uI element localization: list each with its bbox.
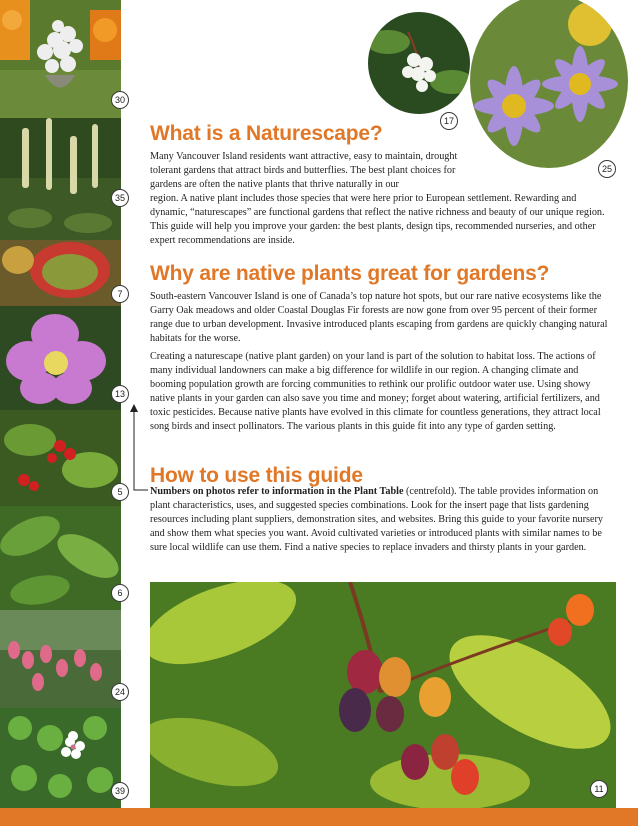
heading-why-native-plants: Why are native plants great for gardens? [150,262,550,285]
photo-pink-wild-rose [0,306,121,410]
photo-green-leaves [0,506,121,610]
how-to-use-body: (centrefold). The table provides information on plant characteristics, uses, and suggested species combinations. Look for the insert page that lists gardening resources including plant suppliers, demonstration sites, and websites. Bring this guide to your favorite nursery and show them what species you want. Avoid cultivated varieties or introduced plants with similar names to be sure local wildlife can use them. Find a native species to replace invaders and thirsty plants in your garden. [150,486,603,553]
photo-red-berries-leaves [0,410,121,506]
how-to-use-bold-lead: Numbers on photos refer to information in the Plant Table [150,486,404,497]
naturescape-body-top: Many Vancouver Island residents want attractive, easy to maintain, drought tolerant gardens that attract birds and butterflies. The best plant choices for gardens are often the native plants that thrive naturally in our [150,151,458,190]
photo-pink-dangling-flowers [0,610,121,708]
naturescape-body-bottom: region. A native plant includes those species that were here prior to European settlement. Rewarding and dynamic, “naturescapes” are functional gardens that reflect the native richness and beauty of our unique region. This guide will help you improve your garden: the best plants, design tips, recommended nurseries, and other expert recommendations are inside. [150,193,605,246]
heading-how-to-use-guide: How to use this guide [150,464,363,487]
photo-white-flower-cluster [0,0,121,118]
pointer-arrow [128,404,152,496]
photo-fruit-branch [150,582,616,808]
why-native-paragraph-2: Creating a naturescape (native plant garden) on your land is part of the solution to habitat loss. The actions of many individual landowners can make a big difference for wildlife in our region. A changing climate and booming population growth are forcing communities to rethink our prolific outdoor water use. Using showy native plants in your garden can also save you time and money; forget about watering, artificial fertilizers, and toxic pesticides. Because native plants have evolved in this climate for countless generations, they attract local song birds and insect pollinators. The various plants in this guide fit into any type of garden setting. [150,351,601,432]
strip-number-badge: 24 [111,683,129,701]
photo-clover-white-flower [0,708,121,808]
strip-number-badge: 7 [111,285,129,303]
heading-what-is-naturescape: What is a Naturescape? [150,122,383,145]
strip-number-badge: 35 [111,189,129,207]
photo-purple-aster-circle [470,0,628,168]
how-to-use-paragraph [150,485,612,555]
photo-white-berries-circle [368,12,470,114]
left-photo-strip [0,0,125,808]
strip-number-badge: 5 [111,483,129,501]
strip-number-badge: 30 [111,91,129,109]
strip-number-badge: 13 [111,385,129,403]
strip-number-badge: 39 [111,782,129,800]
photo-number-badge: 25 [598,160,616,178]
bottom-color-bar [0,808,638,826]
photo-number-badge: 17 [440,112,458,130]
why-native-paragraph-1: South-eastern Vancouver Island is one of Canada’s top nature hot spots, but our rare native ecosystems like the Garry Oak meadows and older Coastal Douglas Fir forests are now gone from over 95 percent of their former range due to urban development. Invasive introduced plants escaping from gardens are quickly changing natural habitats for the worse. [150,291,608,344]
photo-flower-spikes [0,118,121,240]
photo-number-badge: 11 [590,780,608,798]
photo-red-leaves [0,240,121,306]
strip-number-badge: 6 [111,584,129,602]
